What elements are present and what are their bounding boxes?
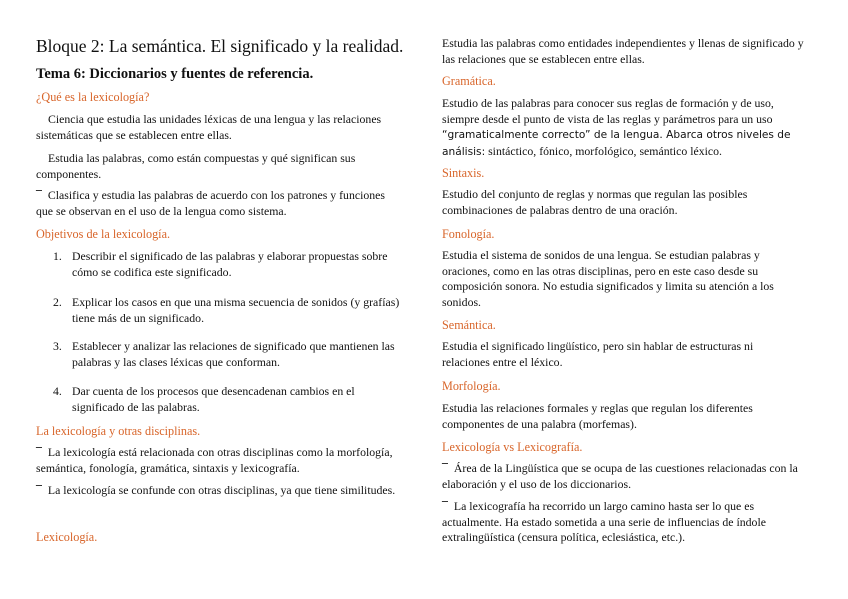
objective-number: 1. (53, 249, 62, 263)
paragraph-related-disciplines: ¯ La lexicología está relacionada con otras disciplinas como la morfología, semántica, fonología, gramática, sintaxis y lexicografía. (36, 445, 406, 476)
heading-phonology: Fonología. (442, 227, 495, 241)
grammar-text-c: sintáctico, fónico, morfológico, semántico léxico. (488, 143, 722, 158)
grammar-text-a: Estudio de las palabras para conocer sus reglas de formación y de uso, siempre desde el punto de vista de las reglas y parámetros para un uso (442, 96, 774, 126)
objective-text: Describir el significado de las palabras y elaborar propuestas sobre cómo se codifica este significado. (72, 249, 388, 279)
objective-text: Establecer y analizar las relaciones de significado que mantienen las palabras y las clases léxicas que conforman. (72, 339, 395, 369)
paragraph-classifies: ¯ Clasifica y estudia las palabras de acuerdo con los patrones y funciones que se observan en el uso de la lengua como sistema. (36, 188, 404, 219)
grammar-text-b: “gramaticalmente correcto” de la lengua. Abarca otros niveles de análisis: (442, 129, 791, 158)
topic-title: Tema 6: Diccionarios y fuentes de referencia. (36, 66, 314, 82)
paragraph-lexicography-definition: ¯ Área de la Lingüística que se ocupa de las cuestiones relacionadas con la elaboración y el uso de los diccionarios. (442, 461, 814, 492)
paragraph-lexicology-intro: Estudia las palabras como entidades independientes y llenas de significado y las relaciones que se establecen entre ellas. (442, 36, 804, 66)
heading-what-is-lexicology: ¿Qué es la lexicología? (36, 90, 150, 104)
objective-text: Explicar los casos en que una misma secuencia de sonidos (y grafías) tiene más de un significado. (72, 295, 400, 325)
paragraph-confusion: ¯ La lexicología se confunde con otras disciplinas, ya que tiene similitudes. (36, 483, 408, 499)
paragraph-syntax: Estudio del conjunto de reglas y normas que regulan las posibles combinaciones de palabras dentro de una oración. (442, 187, 748, 217)
paragraph-semantics: Estudia el significado lingüístico, pero sin hablar de estructuras ni relaciones entre el léxico. (442, 339, 754, 369)
objective-number: 2. (53, 295, 62, 309)
paragraph-morphology: Estudia las relaciones formales y reglas que regulan los diferentes componentes de una palabra (morfemas). (442, 401, 753, 431)
heading-morphology: Morfología. (442, 379, 501, 393)
objective-number: 3. (53, 339, 62, 353)
heading-lexicology: Lexicología. (36, 530, 98, 544)
heading-grammar: Gramática. (442, 74, 496, 88)
paragraph-grammar (442, 96, 814, 160)
objective-number: 4. (53, 384, 62, 398)
heading-other-disciplines: La lexicología y otras disciplinas. (36, 424, 201, 438)
heading-lexicology-vs-lexicography: Lexicología vs Lexicografía. (442, 440, 583, 454)
paragraph-lexicography-history: ¯ La lexicografía ha recorrido un largo camino hasta ser lo que es actualmente. Ha estado sometida a una serie de influencias de índole extralingüística (censura política, eclesiástica, etc.). (442, 499, 802, 546)
objective-text: Dar cuenta de los procesos que desencadenan cambios en el significado de las palabras. (72, 384, 355, 414)
heading-objectives: Objetivos de la lexicología. (36, 227, 171, 241)
paragraph-definition: Ciencia que estudia las unidades léxicas de una lengua y las relaciones sistemáticas que se establecen entre ellas. (36, 112, 382, 142)
paragraph-components: Estudia las palabras, como están compuestas y qué significan sus componentes. (36, 151, 356, 181)
paragraph-phonology: Estudia el sistema de sonidos de una lengua. Se estudian palabras y oraciones, como en las otras disciplinas, pero en este caso desde su composición sonora. No estudia significados y limita su atención a los sonidos. (442, 248, 774, 309)
page-title: Bloque 2: La semántica. El significado y la realidad. (36, 36, 404, 56)
heading-syntax: Sintaxis. (442, 166, 485, 180)
heading-semantics: Semántica. (442, 318, 496, 332)
